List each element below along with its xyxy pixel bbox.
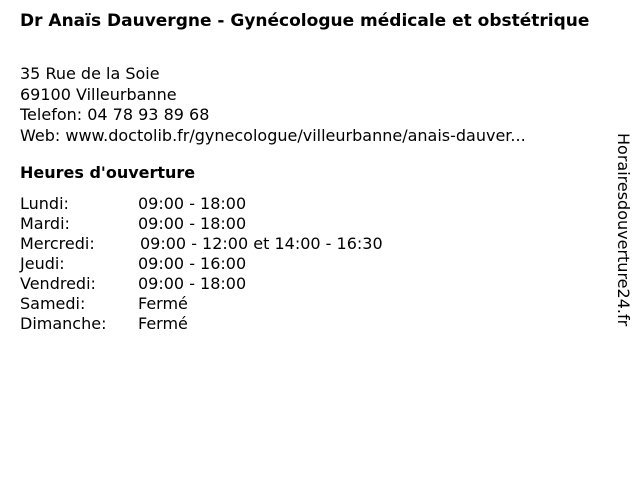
hours-time: 09:00 - 12:00 et 14:00 - 16:30 bbox=[140, 234, 383, 253]
city-address: 69100 Villeurbanne bbox=[20, 84, 177, 104]
address-block bbox=[20, 64, 526, 146]
hours-day: Mercredi: bbox=[20, 234, 95, 253]
hours-time: 09:00 - 18:00 bbox=[138, 194, 247, 213]
hours-time: 09:00 - 18:00 bbox=[138, 274, 247, 293]
site-watermark: Horairesdouverture24.fr bbox=[614, 133, 633, 327]
phone-number: Telefon: 04 78 93 89 68 bbox=[20, 105, 210, 124]
hours-day: Lundi: bbox=[20, 194, 69, 213]
page-title: Dr Anaïs Dauvergne - Gynécologue médicale et obstétrique bbox=[20, 11, 590, 31]
hours-time: 09:00 - 18:00 bbox=[138, 214, 247, 233]
opening-hours-heading: Heures d'ouverture bbox=[20, 163, 196, 182]
website-link: Web: www.doctolib.fr/gynecologue/villeurbanne/anais-dauver... bbox=[20, 125, 526, 145]
hours-time: Fermé bbox=[138, 314, 188, 333]
hours-day: Vendredi: bbox=[20, 274, 96, 293]
hours-day: Samedi: bbox=[20, 294, 86, 313]
street-address: 35 Rue de la Soie bbox=[20, 64, 160, 83]
hours-day: Jeudi: bbox=[20, 254, 65, 273]
hours-day: Mardi: bbox=[20, 214, 70, 233]
hours-time: Fermé bbox=[138, 294, 188, 313]
hours-day: Dimanche: bbox=[20, 314, 107, 333]
hours-time: 09:00 - 16:00 bbox=[138, 254, 247, 273]
